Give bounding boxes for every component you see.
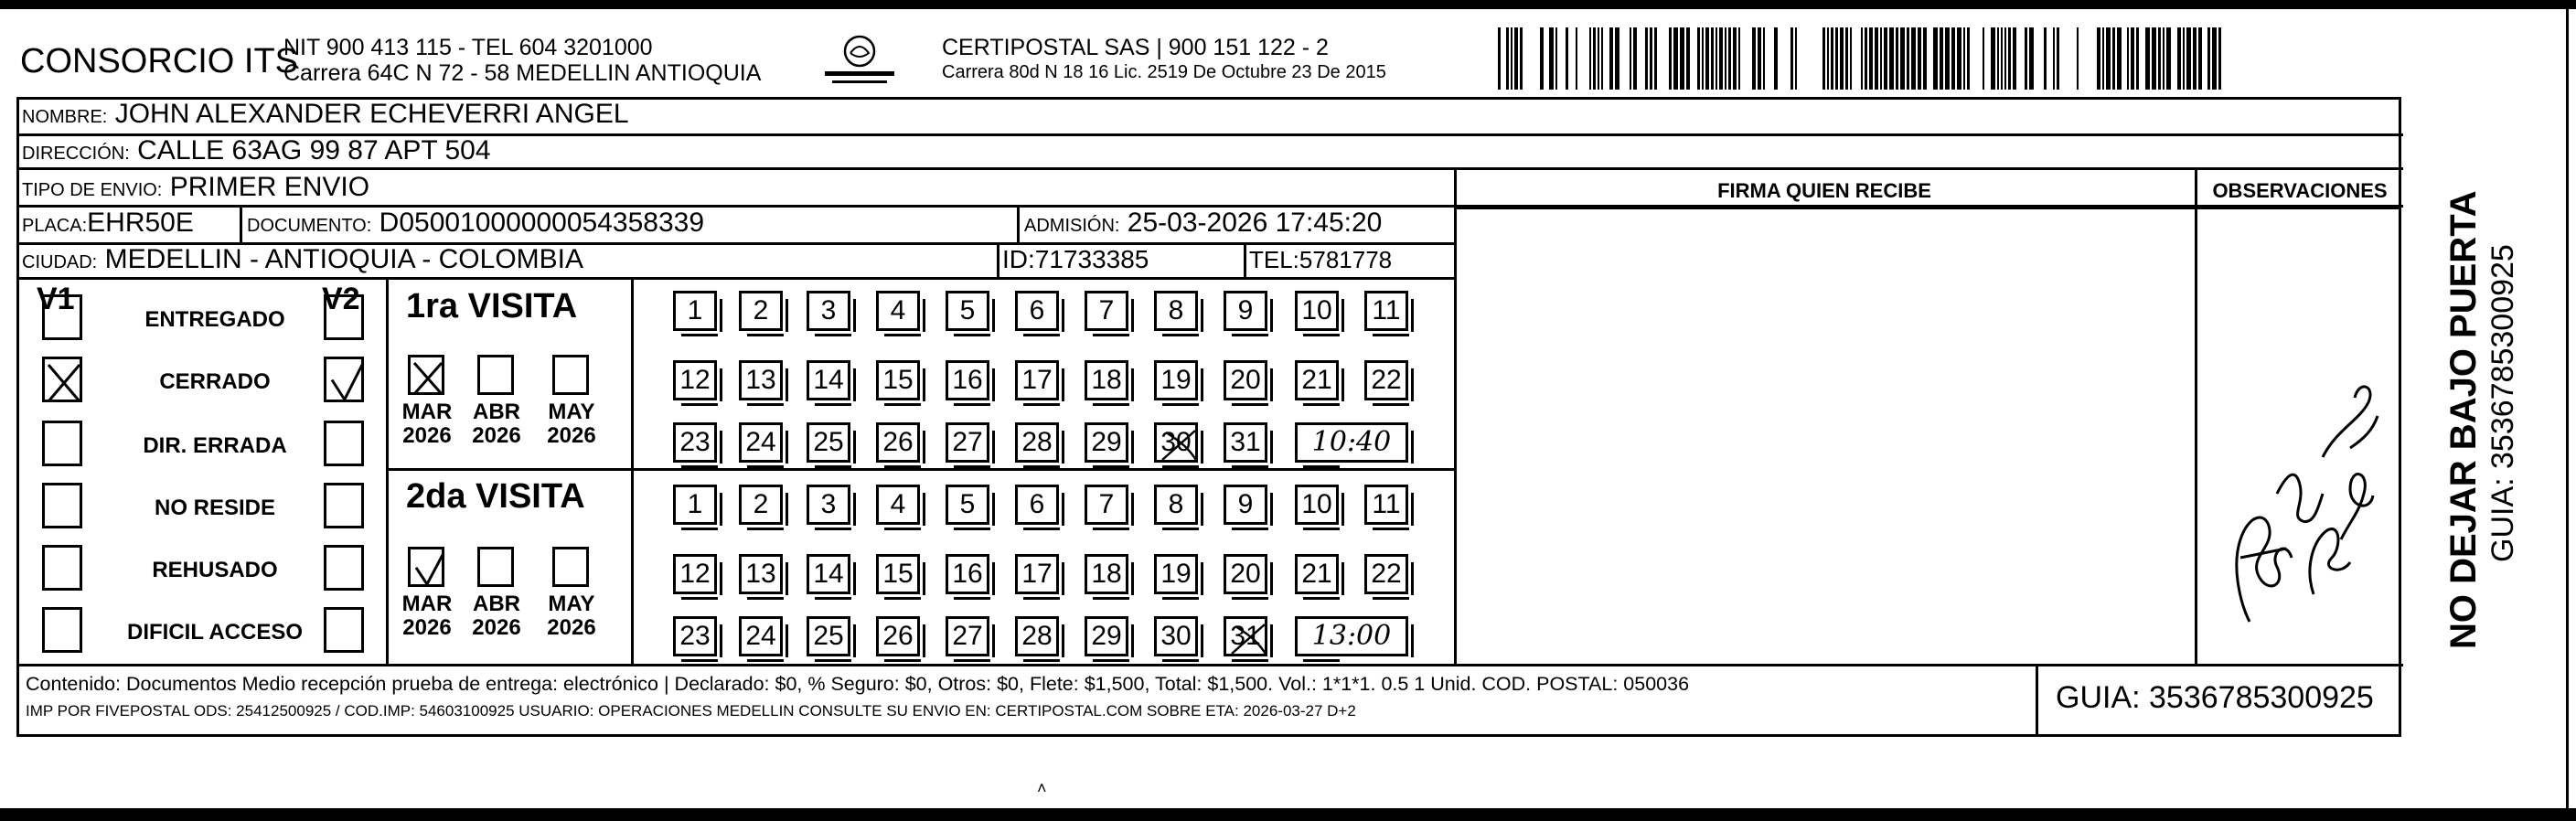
status-label: ENTREGADO [144,307,285,332]
footer-imp-line: IMP POR FIVEPOSTAL ODS: 25412500925 / COD.IMP: 54603100925 USUARIO: OPERACIONES MEDELLIN CONSULTE SU ENVIO EN: CERTIPOSTAL.COM SOBRE ETA: 2026-03-27 D+2 [26,702,1356,720]
day-box[interactable]: 19 [1154,360,1198,400]
day-box[interactable]: 22 [1364,360,1408,400]
day-box[interactable]: 19 [1154,554,1198,594]
day-box[interactable]: 26 [876,616,920,656]
day-box[interactable]: 30 [1154,616,1198,656]
status-label: DIR. ERRADA [143,433,287,458]
day-box[interactable]: 18 [1085,554,1128,594]
day-box[interactable]: 18 [1085,360,1128,400]
day-box[interactable]: 23 [673,422,717,463]
id-field: ID:71733385 [1002,245,1149,273]
status-label: REHUSADO [152,558,278,582]
footer-guia-divider [2036,664,2038,737]
placa-field: PLACA:EHR50E [22,208,194,238]
day-box[interactable]: 17 [1015,360,1059,400]
day-box[interactable]: 2 [739,291,783,331]
day-box[interactable]: 10 [1295,485,1339,525]
day-box[interactable]: 10 [1295,291,1339,331]
day-box[interactable]: 21 [1295,360,1339,400]
status-label: NO RESIDE [154,496,276,520]
id-divider [997,243,999,278]
day-box[interactable]: 5 [946,291,989,331]
placa-divider [240,207,242,243]
day-box[interactable]: 14 [807,360,850,400]
documento-field: DOCUMENTO: D05001000000054358339 [247,208,705,238]
no-dejar-bajo-puerta: NO DEJAR BAJO PUERTA [2443,190,2484,649]
v2-checkbox[interactable] [324,294,364,340]
day-box[interactable]: 11 [1364,291,1408,331]
v2-checkbox[interactable] [324,545,364,591]
day-box[interactable]: 22 [1364,554,1408,594]
certipostal-line1: CERTIPOSTAL SAS | 900 151 122 - 2 [942,35,1329,60]
certipostal-line2: Carrera 80d N 18 16 Lic. 2519 De Octubre 23 De 2015 [942,62,1386,82]
top-border [0,0,2576,9]
v2-checkbox[interactable] [324,357,364,402]
day-box[interactable]: 3 [807,291,850,331]
month-label: ABR 2026 [472,400,521,448]
day-box[interactable]: 6 [1015,485,1059,525]
v1-checkbox[interactable] [42,607,82,653]
month-checkbox[interactable] [408,355,444,395]
day-box[interactable]: 15 [876,360,920,400]
day-box[interactable]: 5 [946,485,989,525]
day-box[interactable]: 29 [1085,422,1128,463]
day-box[interactable]: 20 [1224,360,1267,400]
certipostal-logo [814,33,905,88]
status-label: DIFICIL ACCESO [126,620,303,645]
day-box[interactable]: 27 [946,616,989,656]
day-box[interactable]: 7 [1085,485,1128,525]
day-box[interactable]: 12 [673,554,717,594]
day-box[interactable]: 28 [1015,422,1059,463]
day-box[interactable]: 31 [1224,616,1267,656]
status-label: CERRADO [159,369,271,394]
day-box[interactable]: 4 [876,291,920,331]
stray-mark: ˄ [1037,779,1047,797]
v1-checkbox[interactable] [42,294,82,340]
month-checkbox[interactable] [552,547,589,587]
day-box[interactable]: 13 [739,360,783,400]
day-box[interactable]: 7 [1085,291,1128,331]
day-box[interactable]: 26 [876,422,920,463]
sig-header-underline [1454,207,2401,209]
day-box[interactable]: 24 [739,616,783,656]
second-visit-title: 2da VISITA [406,477,585,516]
day-box[interactable]: 31 [1224,422,1267,463]
observaciones-divider [2195,170,2197,664]
month-label: MAR 2026 [401,592,453,640]
firma-label: FIRMA QUIEN RECIBE [1717,179,1931,202]
day-box[interactable]: 17 [1015,554,1059,594]
company-name: CONSORCIO ITS [20,42,299,80]
day-box[interactable]: 29 [1085,616,1128,656]
day-box[interactable]: 30 [1154,422,1198,463]
month-checkbox[interactable] [477,355,514,395]
v1-label: V1 [37,282,75,316]
footer-divider [16,664,2403,666]
day-box[interactable]: 2 [739,485,783,525]
day-box[interactable]: 27 [946,422,989,463]
day-box[interactable]: 25 [807,422,850,463]
month-checkbox[interactable] [477,547,514,587]
day-box[interactable]: 9 [1224,485,1267,525]
day-box[interactable]: 15 [876,554,920,594]
right-edge [2566,0,2569,821]
admision-divider [1017,207,1020,243]
admision-field: ADMISIÓN: 25-03-2026 17:45:20 [1024,208,1383,238]
v2-label: V2 [322,282,360,316]
day-box[interactable]: 4 [876,485,920,525]
v2-checkbox[interactable] [324,421,364,466]
v1-checkbox[interactable] [42,545,82,591]
day-box[interactable]: 8 [1154,485,1198,525]
day-box[interactable]: 16 [946,360,989,400]
v1-checkbox[interactable] [42,483,82,528]
v2-checkbox[interactable] [324,607,364,653]
company-address: Carrera 64C N 72 - 58 MEDELLIN ANTIOQUIA [283,60,762,86]
observaciones-label: OBSERVACIONES [2212,179,2388,202]
month-label: MAR 2026 [401,400,453,448]
day-box[interactable]: 23 [673,616,717,656]
direccion-field: DIRECCIÓN: CALLE 63AG 99 87 APT 504 [22,135,491,165]
day-box[interactable]: 1 [673,291,717,331]
day-box[interactable]: 13 [739,554,783,594]
day-box[interactable]: 8 [1154,291,1198,331]
tel-divider [1244,243,1246,278]
day-box[interactable]: 11 [1364,485,1408,525]
barcode [1498,27,2226,90]
month-checkbox[interactable] [408,547,444,587]
v1-checkbox[interactable] [42,357,82,402]
footer-guia: GUIA: 3536785300925 [2056,680,2374,715]
handwritten-time: 13:00 [1295,616,1408,656]
side-guia: GUIA: 3536785300925 [2485,244,2520,562]
handwritten-time: 10:40 [1295,422,1408,463]
day-box[interactable]: 25 [807,616,850,656]
day-box[interactable]: 1 [673,485,717,525]
tel-field: TEL:5781778 [1249,246,1393,273]
month-label: MAY 2026 [547,400,596,448]
footer-content-line: Contenido: Documentos Medio recepción prueba de entrega: electrónico | Declarado: $0, % Seguro: $0, Otros: $0, Flete: $1,500, Total: $1,500. Vol.: 1*1*1. 0.5 1 Unid. COD. POSTAL: 050036 [26,673,1690,695]
month-calendar-divider [631,280,634,664]
handwritten-signature [2213,329,2396,640]
day-box[interactable]: 14 [807,554,850,594]
first-visit-title: 1ra VISITA [406,287,578,325]
day-box[interactable]: 12 [673,360,717,400]
company-nit: NIT 900 413 115 - TEL 604 3201000 [283,35,653,60]
ciudad-field: CIUDAD: MEDELLIN - ANTIOQUIA - COLOMBIA [22,244,584,274]
day-box[interactable]: 21 [1295,554,1339,594]
bottom-border [0,808,2576,821]
day-box[interactable]: 28 [1015,616,1059,656]
visita-mid-divider [386,468,1456,471]
tipo-envio-field: TIPO DE ENVIO: PRIMER ENVIO [22,172,370,202]
day-box[interactable]: 24 [739,422,783,463]
day-box[interactable]: 6 [1015,291,1059,331]
day-box[interactable]: 9 [1224,291,1267,331]
month-checkbox[interactable] [552,355,589,395]
visita-left-divider [386,280,389,664]
nombre-field: NOMBRE: JOHN ALEXANDER ECHEVERRI ANGEL [22,99,629,129]
v2-checkbox[interactable] [324,483,364,528]
v1-checkbox[interactable] [42,421,82,466]
signature-left-divider [1454,170,1457,664]
month-label: ABR 2026 [472,592,521,640]
day-box[interactable]: 16 [946,554,989,594]
month-label: MAY 2026 [547,592,596,640]
day-box[interactable]: 20 [1224,554,1267,594]
day-box[interactable]: 3 [807,485,850,525]
